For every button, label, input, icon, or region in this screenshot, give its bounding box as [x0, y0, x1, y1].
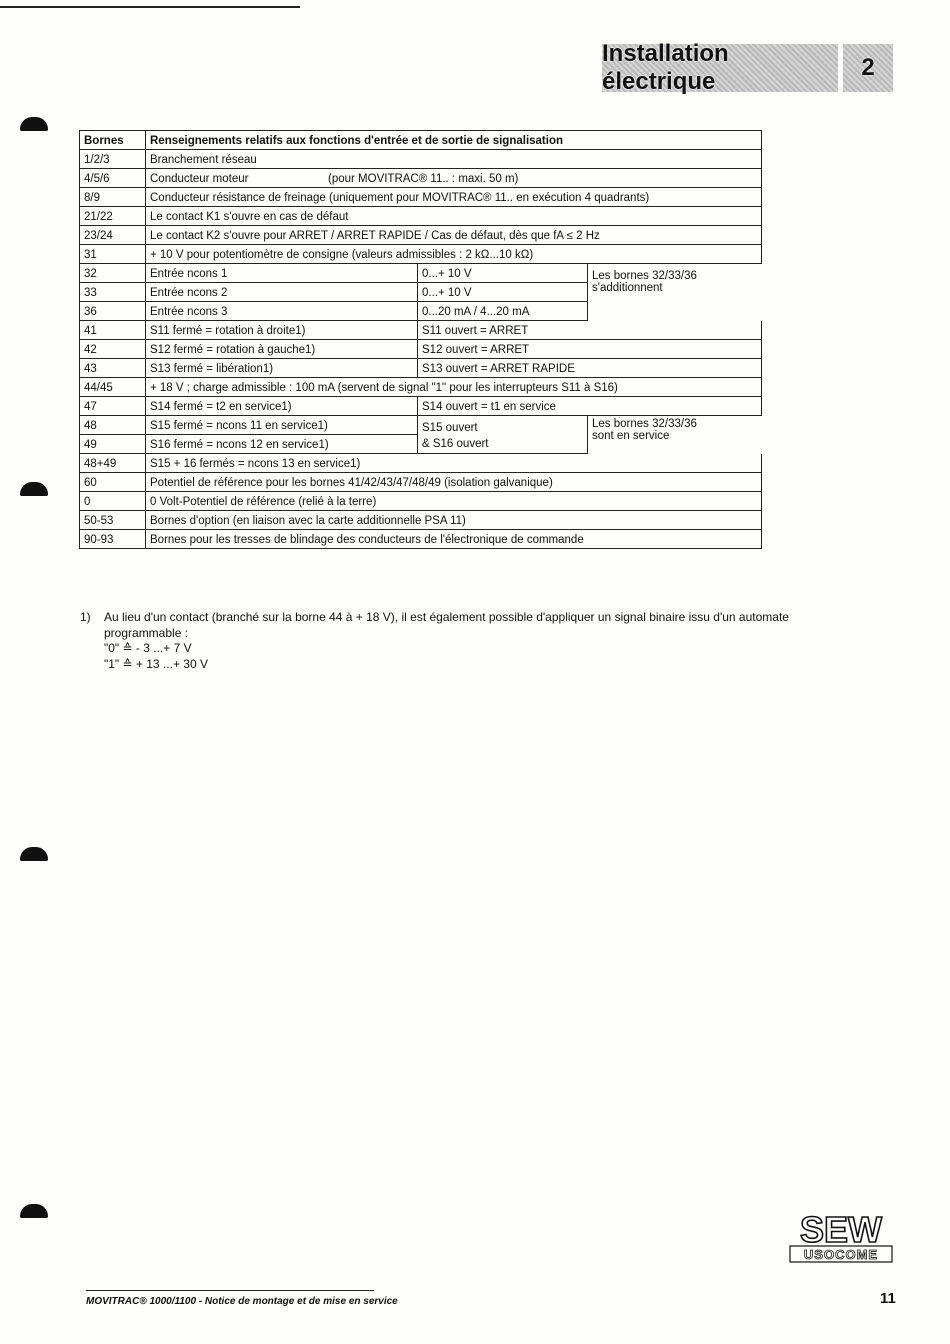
- description-cell: Bornes pour les tresses de blindage des conducteurs de l'électronique de commande: [146, 530, 762, 549]
- borne-cell: 4/5/6: [80, 169, 146, 188]
- description-extra: (pour MOVITRAC® 11.. : maxi. 50 m): [328, 173, 519, 185]
- borne-cell: 23/24: [80, 226, 146, 245]
- description-cell: Le contact K2 s'ouvre pour ARRET / ARRET RAPIDE / Cas de défaut, dès que fA ≤ 2 Hz: [146, 226, 762, 245]
- page-number: 11: [880, 1290, 896, 1307]
- description-text: Conducteur moteur: [150, 173, 249, 185]
- description-cell: 0 Volt-Potentiel de référence (relié à la terre): [146, 492, 762, 511]
- table-header-row: [80, 131, 762, 150]
- description-cell: Le contact K1 s'ouvre en cas de défaut: [146, 207, 762, 226]
- column-header-description: Renseignements relatifs aux fonctions d'entrée et de sortie de signalisation: [146, 131, 762, 150]
- side-note-line: sont en service: [592, 430, 670, 442]
- logo-line-1: SEW: [799, 1209, 883, 1250]
- description-cell: [146, 188, 762, 207]
- borne-cell: 50-53: [80, 511, 146, 530]
- table-row: [80, 150, 762, 169]
- table-row: [80, 321, 762, 340]
- borne-cell: 90-93: [80, 530, 146, 549]
- table-row: [80, 226, 762, 245]
- table-row: [80, 397, 762, 416]
- borne-cell: 43: [80, 359, 146, 378]
- borne-cell: 48+49: [80, 454, 146, 473]
- value-cell: [418, 416, 588, 454]
- description-cell: S15 + 16 fermés = ncons 13 en service1): [146, 454, 762, 473]
- side-note-line: Les bornes 32/33/36: [592, 270, 697, 282]
- borne-cell: 33: [80, 283, 146, 302]
- table-row: [80, 169, 762, 188]
- borne-cell: 31: [80, 245, 146, 264]
- table-row: [80, 378, 762, 397]
- description-cell: Entrée ncons 2: [146, 283, 418, 302]
- value-cell: 0...+ 10 V: [418, 283, 588, 302]
- section-number-box: [843, 44, 893, 92]
- sew-usocome-logo: [788, 1208, 894, 1264]
- borne-cell: 21/22: [80, 207, 146, 226]
- footnote-line: programmable :: [104, 626, 189, 640]
- table-row: [80, 340, 762, 359]
- binder-hole-icon: [20, 847, 48, 861]
- borne-cell: 44/45: [80, 378, 146, 397]
- side-note-line: Les bornes 32/33/36: [592, 418, 697, 430]
- footnote-line: "1" ≙ + 13 ...+ 30 V: [104, 657, 208, 671]
- table-row: [80, 530, 762, 549]
- column-header-bornes: Bornes: [80, 131, 146, 150]
- header-rule: [0, 6, 300, 8]
- description-cell: S12 fermé = rotation à gauche1): [146, 340, 418, 359]
- table-row: [80, 264, 762, 283]
- footer-text: MOVITRAC® 1000/1100 - Notice de montage et de mise en service: [86, 1296, 398, 1307]
- description-cell: [146, 169, 762, 188]
- value-cell: S14 ouvert = t1 en service: [418, 397, 762, 416]
- description-cell: + 10 V pour potentiomètre de consigne (valeurs admissibles : 2 kΩ...10 kΩ): [146, 245, 762, 264]
- description-cell: Potentiel de référence pour les bornes 41/42/43/47/48/49 (isolation galvanique): [146, 473, 762, 492]
- borne-cell: 32: [80, 264, 146, 283]
- borne-cell: 0: [80, 492, 146, 511]
- borne-cell: 47: [80, 397, 146, 416]
- description-cell: Bornes d'option (en liaison avec la carte additionnelle PSA 11): [146, 511, 762, 530]
- value-cell: S12 ouvert = ARRET: [418, 340, 762, 359]
- binder-hole-icon: [20, 482, 48, 496]
- value-line: & S16 ouvert: [422, 437, 489, 450]
- borne-cell: 49: [80, 435, 146, 454]
- description-cell: Entrée ncons 3: [146, 302, 418, 321]
- description-text: Conducteur résistance de freinage: [150, 192, 326, 204]
- borne-cell: 42: [80, 340, 146, 359]
- description-cell: S14 fermé = t2 en service1): [146, 397, 418, 416]
- borne-cell: 48: [80, 416, 146, 435]
- table-row: [80, 454, 762, 473]
- table-row: [80, 511, 762, 530]
- description-cell: S16 fermé = ncons 12 en service1): [146, 435, 418, 454]
- description-cell: Entrée ncons 1: [146, 264, 418, 283]
- footnote-mark: 1): [80, 610, 91, 624]
- section-title: Installation électrique: [602, 40, 729, 95]
- footnote-line: "0" ≙ - 3 ...+ 7 V: [104, 641, 192, 655]
- table-row: [80, 188, 762, 207]
- description-cell: Branchement réseau: [146, 150, 762, 169]
- logo-line-2: USOCOME: [803, 1247, 879, 1262]
- value-line: S15 ouvert: [422, 421, 478, 434]
- description-extra: (uniquement pour MOVITRAC® 11.. en exécution 4 quadrants): [329, 192, 650, 204]
- table-row: [80, 207, 762, 226]
- binder-hole-icon: [20, 117, 48, 131]
- section-title-banner: [602, 40, 838, 95]
- side-note-active: [588, 416, 762, 454]
- section-number: 2: [861, 54, 875, 81]
- borne-cell: 36: [80, 302, 146, 321]
- description-cell: S11 fermé = rotation à droite1): [146, 321, 418, 340]
- description-cell: S15 fermé = ncons 11 en service1): [146, 416, 418, 435]
- table-row: [80, 359, 762, 378]
- description-cell: S13 fermé = libération1): [146, 359, 418, 378]
- description-cell: + 18 V ; charge admissible : 100 mA (servent de signal "1" pour les interrupteurs S11 à S16): [146, 378, 762, 397]
- table-row: [80, 416, 762, 435]
- value-cell: S13 ouvert = ARRET RAPIDE: [418, 359, 762, 378]
- borne-cell: 60: [80, 473, 146, 492]
- table-row: [80, 473, 762, 492]
- value-cell: 0...+ 10 V: [418, 264, 588, 283]
- terminal-table: [79, 130, 762, 549]
- footnote-text: Au lieu d'un contact (branché sur la borne 44 à + 18 V), il est également possible d'appliquer un signal binaire issu d'un automate: [104, 610, 789, 624]
- borne-cell: 41: [80, 321, 146, 340]
- side-note-line: s'additionnent: [592, 282, 663, 294]
- binder-hole-icon: [20, 1204, 48, 1218]
- table-row: [80, 245, 762, 264]
- table-row: [80, 492, 762, 511]
- value-cell: 0...20 mA / 4...20 mA: [418, 302, 588, 321]
- borne-cell: 1/2/3: [80, 150, 146, 169]
- value-cell: S11 ouvert = ARRET: [418, 321, 762, 340]
- borne-cell: 8/9: [80, 188, 146, 207]
- footer-rule: [86, 1290, 374, 1291]
- side-note-additive: [588, 264, 762, 321]
